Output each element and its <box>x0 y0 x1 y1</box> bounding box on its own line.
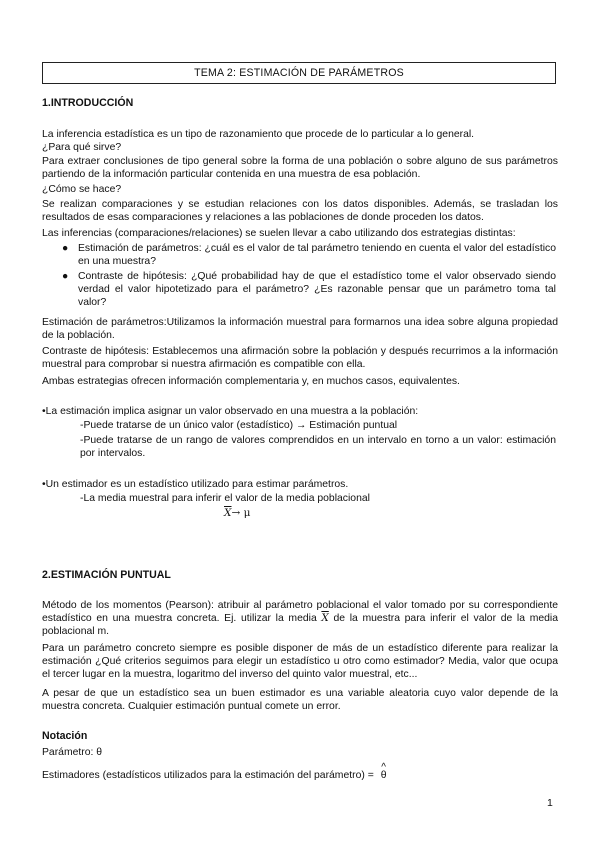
theta-symbol: θ <box>96 747 103 758</box>
puntual-paragraph-2: Para un parámetro concreto siempre es posible disponer de más de un estadístico diferente para realizar la estimación ¿Qué criterios seguimos para elegir un estadístico u otro como estimador? Media, valor que ocupa el tercer lugar en la muestra, logaritmo del inverso del quinto valor muestral, etc... <box>42 643 558 681</box>
question-1: ¿Para qué sirve? <box>42 142 122 153</box>
section-2-heading: 2.ESTIMACIÓN PUNTUAL <box>42 569 171 581</box>
dash-item-media: -La media muestral para inferir el valor de la media poblacional <box>80 493 370 504</box>
puntual-paragraph-3: A pesar de que un estadístico sea un buen estimador es una variable aleatoria cuyo valor depende de la muestra concreta. Cualquier estimación puntual comete un error. <box>42 688 558 713</box>
dash-item-puntual: -Puede tratarse de un único valor (estadístico) → Estimación puntual <box>80 420 398 431</box>
parameter-label: Parámetro: <box>42 747 94 758</box>
dash-item-intervalos: -Puede tratarse de un rango de valores comprendidos en un intervalo en torno a un valor: estimación por intervalos. <box>80 435 556 460</box>
intro-paragraph-1: La inferencia estadística es un tipo de razonamiento que procede de lo particular a lo general. <box>42 129 475 140</box>
section-1-heading: 1.INTRODUCCIÓN <box>42 97 134 109</box>
intro-paragraph-2: Para extraer conclusiones de tipo general sobre la forma de una población o sobre alguno de sus parámetros partiendo de la información particular contenida en una muestra de esa población. <box>42 156 558 181</box>
page-number: 1 <box>547 797 553 809</box>
bullet-icon: ● <box>62 271 69 282</box>
notation-heading: Notación <box>42 730 88 742</box>
formula-arrow-mu: → μ <box>231 507 251 519</box>
intro-paragraph-4: Las inferencias (comparaciones/relaciones) se suelen llevar a cabo utilizando dos estrategias distintas: <box>42 228 516 239</box>
inline-xbar: $\overline{X}$ <box>321 612 329 625</box>
bullet-icon: ● <box>62 243 69 254</box>
dot-item-estimador: •Un estimador es un estadístico utilizado para estimar parámetros. <box>42 479 349 490</box>
dot-item-estimacion: •La estimación implica asignar un valor observado en una muestra a la población: <box>42 406 419 417</box>
intro-paragraph-5: Estimación de parámetros:Utilizamos la información muestral para formarnos una idea sobre alguna propiedad de la población. <box>42 317 558 342</box>
puntual-paragraph-1 <box>42 599 558 638</box>
intro-paragraph-6: Contraste de hipótesis: Establecemos una afirmación sobre la población y después recurrimos a la información muestral para comprobar si nuestra afirmación es compatible con ella. <box>42 346 558 371</box>
formula-xbar: $\overline{X}$ <box>224 507 232 519</box>
intro-paragraph-3: Se realizan comparaciones y se estudian relaciones con los datos disponibles. Además, se trasladan los resultados de esas comparaciones y relaciones a las poblaciones de donde proceden los datos. <box>42 199 558 224</box>
bullet-item-estimacion: Estimación de parámetros: ¿cuál es el valor de tal parámetro teniendo en cuenta el valor del estadístico en una muestra? <box>78 243 556 268</box>
parameter-line <box>42 746 558 759</box>
document-title: TEMA 2: ESTIMACIÓN DE PARÁMETROS <box>42 62 556 84</box>
bullet-item-contraste: Contraste de hipótesis: ¿Qué probabilidad hay de que el estadístico tome el valor observado siendo verdad el valor hipotetizado para el parámetro? ¿Es razonable pensar que un parámetro toma tal valor? <box>78 271 556 309</box>
puntual-paragraph-1-b: de la muestra para inferir el valor de la media poblacional m. <box>42 613 558 638</box>
estimators-label: Estimadores (estadísticos utilizados para la estimación del parámetro) = <box>42 770 374 781</box>
intro-paragraph-7: Ambas estrategias ofrecen información complementaria y, en muchos casos, equivalentes. <box>42 376 460 387</box>
theta-hat-symbol: ^ θ <box>381 769 387 782</box>
question-2: ¿Cómo se hace? <box>42 184 122 195</box>
formula-mean-to-mu <box>224 507 250 520</box>
estimators-line <box>42 769 558 782</box>
puntual-paragraph-1-a: Método de los momentos (Pearson): atribuir al parámetro poblacional el valor tomado por su correspondiente estadístico en una muestra concreta. Ej. utilizar la media <box>42 600 558 625</box>
